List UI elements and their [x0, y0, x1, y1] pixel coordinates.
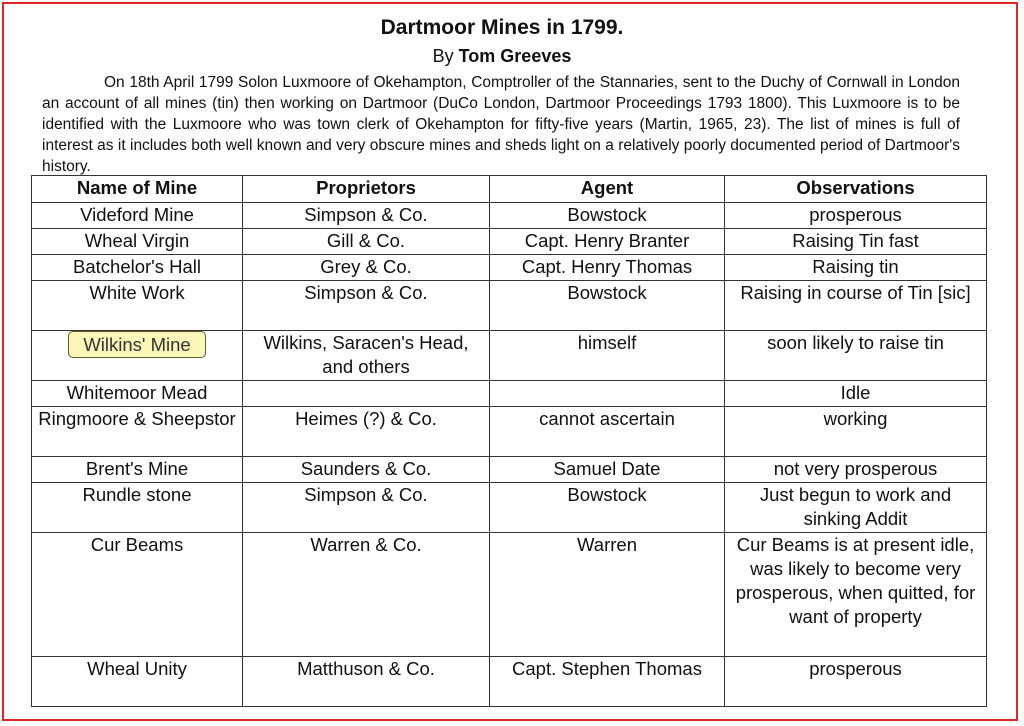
agent-cell — [490, 381, 725, 407]
proprietors-cell: Saunders & Co. — [243, 457, 490, 483]
observations-cell: Raising Tin fast — [725, 229, 987, 255]
header-proprietors: Proprietors — [243, 176, 490, 203]
agent-cell: Bowstock — [490, 483, 725, 533]
mine-name-cell: Batchelor's Hall — [32, 255, 243, 281]
proprietors-cell: Heimes (?) & Co. — [243, 407, 490, 457]
proprietors-cell: Gill & Co. — [243, 229, 490, 255]
agent-cell: Warren — [490, 533, 725, 657]
proprietors-cell: Warren & Co. — [243, 533, 490, 657]
mine-name-cell: Wheal Unity — [32, 657, 243, 707]
table-row — [32, 203, 987, 229]
agent-cell: Samuel Date — [490, 457, 725, 483]
intro-paragraph: On 18th April 1799 Solon Luxmoore of Okehampton, Comptroller of the Stannaries, sent to the Duchy of Cornwall in London an account of all mines (tin) then working on Dartmoor (DuCo London, Dartmoor Proceedings 1793 1800). This Luxmoore is to be identified with the Luxmoore who was town clerk of Okehampton for fifty-five years (Martin, 1965, 23). The list of mines is full of interest as it includes both well known and very obscure mines and sheds light on a relatively poorly documented period of Dartmoor's history. — [42, 74, 960, 175]
document-title: Dartmoor Mines in 1799. — [380, 16, 624, 39]
table-row — [32, 407, 987, 457]
observations-cell: working — [725, 407, 987, 457]
mine-name-cell: Ringmoore & Sheepstor — [32, 407, 243, 457]
observations-cell: Just begun to work and sinking Addit — [725, 483, 987, 533]
proprietors-cell — [243, 381, 490, 407]
proprietors-cell: Simpson & Co. — [243, 483, 490, 533]
mine-name-cell: Rundle stone — [32, 483, 243, 533]
observations-cell: soon likely to raise tin — [725, 331, 987, 381]
mines-table — [31, 175, 987, 707]
observations-cell: Cur Beams is at present idle, was likely to become very prosperous, when quitted, for want of property — [725, 533, 987, 657]
header-observations: Observations — [725, 176, 987, 203]
table-row — [32, 657, 987, 707]
table-row — [32, 255, 987, 281]
observations-cell: prosperous — [725, 203, 987, 229]
mine-name-cell — [32, 331, 243, 381]
proprietors-cell: Grey & Co. — [243, 255, 490, 281]
observations-cell: prosperous — [725, 657, 987, 707]
header-agent: Agent — [490, 176, 725, 203]
observations-cell: Idle — [725, 381, 987, 407]
proprietors-cell: Simpson & Co. — [243, 281, 490, 331]
proprietors-cell: Matthuson & Co. — [243, 657, 490, 707]
table-row — [32, 457, 987, 483]
byline-prefix: By — [432, 46, 459, 66]
proprietors-cell: Wilkins, Saracen's Head, and others — [243, 331, 490, 381]
table-row — [32, 281, 987, 331]
agent-cell: cannot ascertain — [490, 407, 725, 457]
table-row — [32, 229, 987, 255]
author-name: Tom Greeves — [458, 46, 572, 66]
mine-name-cell: Whitemoor Mead — [32, 381, 243, 407]
table-row — [32, 381, 987, 407]
observations-cell: not very prosperous — [725, 457, 987, 483]
agent-cell: Bowstock — [490, 203, 725, 229]
mine-name-cell: Brent's Mine — [32, 457, 243, 483]
table-header-row — [32, 176, 987, 203]
byline — [0, 46, 1004, 67]
mine-name-cell: Wheal Virgin — [32, 229, 243, 255]
table-row — [32, 483, 987, 533]
header-name-of-mine: Name of Mine — [32, 176, 243, 203]
agent-cell: Capt. Stephen Thomas — [490, 657, 725, 707]
agent-cell: Capt. Henry Branter — [490, 229, 725, 255]
agent-cell: Bowstock — [490, 281, 725, 331]
proprietors-cell: Simpson & Co. — [243, 203, 490, 229]
table-row — [32, 533, 987, 657]
agent-cell: Capt. Henry Thomas — [490, 255, 725, 281]
table-row — [32, 331, 987, 381]
agent-cell: himself — [490, 331, 725, 381]
observations-cell: Raising in course of Tin [sic] — [725, 281, 987, 331]
mine-name-cell: White Work — [32, 281, 243, 331]
observations-cell: Raising tin — [725, 255, 987, 281]
mine-name-cell: Videford Mine — [32, 203, 243, 229]
highlighted-mine-name[interactable]: Wilkins' Mine — [68, 331, 205, 358]
mine-name-cell: Cur Beams — [32, 533, 243, 657]
